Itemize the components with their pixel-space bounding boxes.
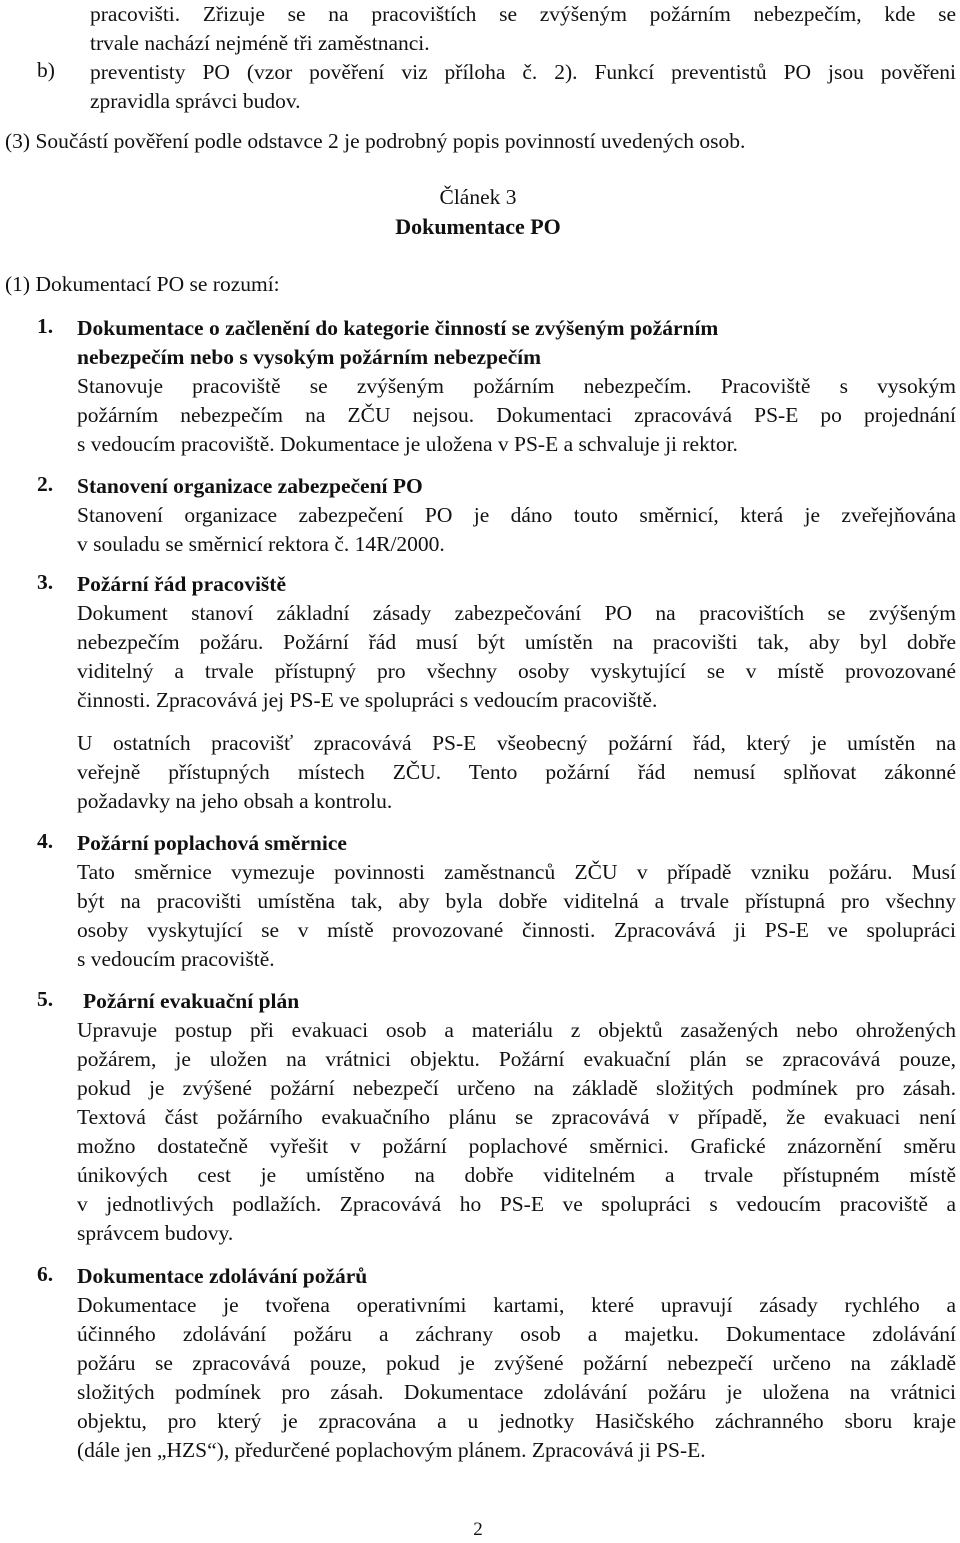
section-heading: Stanovení organizace zabezpečení PO [77,474,423,498]
page-number [0,1519,956,1541]
paragraph-1 [5,270,605,299]
text-line: preventisty PO (vzor pověření viz příloha č. 2). Funkcí preventistů PO jsou pověřeni [90,60,956,84]
text-line: viditelný a trvale přístupný pro všechny osoby vyskytující se v místě provozované [77,659,956,683]
text-line: trvale nachází nejméně tři zaměstnanci. [90,31,430,55]
text-line: veřejně přístupných místech ZČU. Tento požární řád nemusí splňovat zákonné [77,760,956,784]
text-line: s vedoucím pracoviště. Dokumentace je uložena v PS-E a schvaluje ji rektor. [77,432,738,456]
text-line: činnosti. Zpracovává jej PS-E ve spolupráci s vedoucím pracoviště. [77,688,658,712]
text-line: (dále jen „HZS“), předurčené poplachovým plánem. Zpracovává ji PS-E. [77,1438,706,1462]
section-heading: Dokumentace o začlenění do kategorie činností se zvýšeným požárním [77,316,719,340]
section-6 [37,1262,956,1465]
text-line: být na pracovišti umístěna tak, aby byla dobře viditelná a trvale přístupná pro všechny [77,889,956,913]
section-number: 5. [37,987,54,1011]
text-line: U ostatních pracovišť zpracovává PS-E všeobecný požární řád, který je umístěn na [77,731,956,755]
text-line: s vedoucím pracoviště. [77,947,275,971]
text-line: nebezpečím požáru. Požární řád musí být umístěn na pracovišti tak, aby byl dobře [77,630,956,654]
section-heading: Požární poplachová směrnice [77,831,347,855]
text-line: možno dostatečně vyřešit v požární poplachové směrnici. Grafické znázornění směru [77,1134,956,1158]
text-line: složitých podmínek pro zásah. Dokumentace zdolávání požáru je uložena na vrátnici [77,1380,956,1404]
article-label: Článek 3 [439,185,517,209]
text-line: osoby vyskytující se v místě provozované činnosti. Zpracovává ji PS-E ve spolupráci [77,918,956,942]
text-line: únikových cest je umístěno na dobře viditelném a trvale přístupném místě [77,1163,956,1187]
paragraph-3 [5,127,955,156]
list-item-b [37,58,956,116]
text-line: Stanovuje pracoviště se zvýšeným požárním nebezpečím. Pracoviště s vysokým [77,374,956,398]
section-number: 1. [37,314,54,338]
text-line: v jednotlivých podlažích. Zpracovává ho PS-E ve spolupráci s vedoucím pracoviště a [77,1192,956,1216]
page-number-text: 2 [473,1519,483,1540]
text-line: požárním nebezpečím na ZČU nejsou. Dokumentaci zpracovává PS-E po projednání [77,403,956,427]
text-line: požárem, je uložen na vrátnici objektu. Požární evakuační plán se zpracovává pouze, [77,1047,956,1071]
text-line: požáru se zpracovává pouze, pokud je zvýšené požární nebezpečí určeno na základě [77,1351,956,1375]
text-line: objektu, pro který je zpracována a u jednotky Hasičského záchranného sboru kraje [77,1409,956,1433]
text-line: požadavky na jeho obsah a kontrolu. [77,789,393,813]
text-line: správcem budovy. [77,1221,234,1245]
text-line: Tato směrnice vymezuje povinnosti zaměstnanců ZČU v případě vzniku požáru. Musí [77,860,956,884]
section-number: 4. [37,829,54,853]
section-heading: Dokumentace zdolávání požárů [77,1264,368,1288]
section-heading: Požární řád pracoviště [77,572,286,596]
text-line: v souladu se směrnicí rektora č. 14R/2000. [77,532,445,556]
section-number: 6. [37,1262,54,1286]
text-line: pracovišti. Zřizuje se na pracovištích se zvýšeným požárním nebezpečím, kde se [90,2,956,26]
section-heading: nebezpečím nebo s vysokým požárním nebezpečím [77,345,542,369]
intro-continuation [90,0,956,58]
article-heading [0,183,956,241]
text-line: zpravidla správci budov. [90,89,301,113]
section-2 [37,472,956,559]
section-5 [37,987,956,1248]
text-line: Dokument stanoví základní zásady zabezpečování PO na pracovištích se zvýšeným [77,601,956,625]
text-line: účinného zdolávání požáru a záchrany osob a majetku. Dokumentace zdolávání [77,1322,956,1346]
section-number: 2. [37,472,54,496]
section-1 [37,314,956,459]
section-heading: Požární evakuační plán [83,989,300,1013]
section-4 [37,829,956,974]
section-number: 3. [37,570,54,594]
section-3 [37,570,956,816]
text-line: Dokumentace je tvořena operativními kartami, které upravují zásady rychlého a [77,1293,956,1317]
article-title: Dokumentace PO [395,214,561,239]
text-line: (3) Součástí pověření podle odstavce 2 je podrobný popis povinností uvedených osob. [5,129,746,153]
text-line: (1) Dokumentací PO se rozumí: [5,272,280,296]
text-line: pokud je zvýšené požární nebezpečí určeno na základě složitých podmínek pro zásah. [77,1076,956,1100]
text-line: Textová část požárního evakuačního plánu se zpracovává v případě, že evakuaci není [77,1105,956,1129]
list-marker: b) [37,58,55,82]
text-line: Upravuje postup při evakuaci osob a materiálu z objektů zasažených nebo ohrožených [77,1018,956,1042]
text-line: Stanovení organizace zabezpečení PO je dáno touto směrnicí, která je zveřejňována [77,503,956,527]
